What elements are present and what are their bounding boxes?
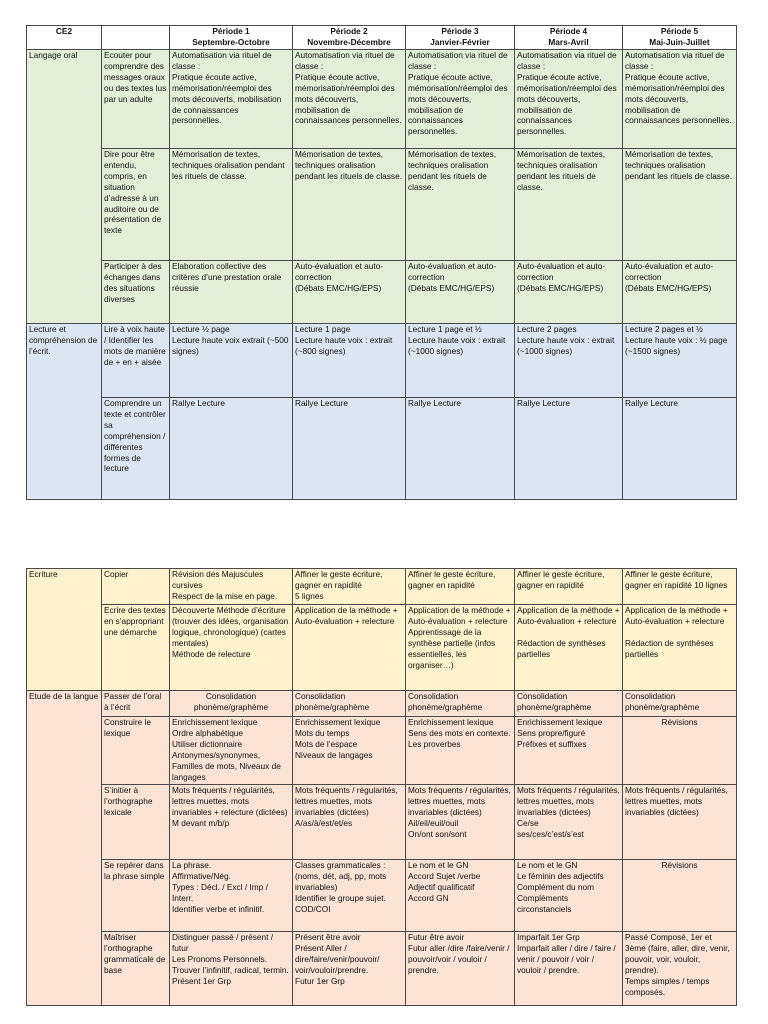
period-cell	[515, 398, 623, 500]
period-cell	[406, 261, 515, 324]
cell-line: Ordre alphabétique	[172, 727, 244, 738]
cell-line: ses/ces/c’est/s’est	[517, 828, 584, 839]
table-row	[27, 785, 737, 860]
period-cell	[293, 149, 406, 261]
skill-cell: Participer à des échanges dans des situations diverses	[102, 261, 170, 324]
cell-line: Méthode de relecture	[172, 648, 251, 659]
period-cell	[170, 860, 293, 932]
cell-line: Elaboration collective des critères d’une prestation orale réussie	[172, 261, 282, 293]
cell-line: Consolidation phonème/graphème	[193, 691, 269, 712]
table-row	[27, 860, 737, 932]
cell-line: Lecture 2 pages	[517, 324, 577, 334]
cell-line: Identifier le groupe sujet.	[295, 892, 386, 903]
period-cell	[515, 50, 623, 149]
period-cell	[170, 398, 293, 500]
period-cell	[170, 605, 293, 691]
cell-line: Rallye Lecture	[625, 398, 679, 408]
cell-line: Futur être avoir	[408, 932, 465, 942]
skill-cell: Passer de l’oral à l’écrit	[102, 691, 170, 717]
period-cell	[515, 932, 623, 1006]
period-cell	[170, 569, 293, 605]
cell-line: Mots fréquents / régularités, lettres muettes, mots invariables (dictées)	[295, 785, 398, 817]
period-cell	[293, 50, 406, 149]
period-cell	[406, 691, 515, 717]
cell-line: Révisions	[661, 860, 698, 870]
cell-line: Compléments circonstanciels	[517, 892, 572, 914]
cell-line: Passé Composé, 1er et 3ème (faire, aller, dire, venir, pouvoir, voir, vouloir, prendre).	[625, 932, 730, 975]
cell-line: Lecture haute voix : extrait (~1000 signes)	[408, 334, 506, 356]
cell-line: Trouver l’infinitif, radical, termin.	[172, 964, 289, 975]
period-cell	[623, 785, 737, 860]
period-cell	[170, 50, 293, 149]
period-cell	[623, 324, 737, 398]
period-cell	[293, 569, 406, 605]
cell-line: Présent Aller / dire/faire/venir/pouvoir/ voir/vouloir/prendre.	[295, 942, 380, 975]
level-cell: CE2	[27, 26, 102, 50]
cell-line: Complément du nom	[517, 881, 595, 892]
cell-line: Affiner le geste écriture, gagner en rapidité 10 lignes	[625, 569, 728, 590]
period-cell	[170, 932, 293, 1006]
period-cell	[623, 398, 737, 500]
period-cell	[515, 691, 623, 717]
cell-line: Auto-évaluation et auto-correction	[625, 261, 714, 282]
period-cell	[623, 860, 737, 932]
cell-line: (Débats EMC/HG/EPS)	[295, 282, 382, 293]
cell-line	[517, 627, 620, 638]
cell-line: Lecture haute voix extrait (~500 signes)	[172, 334, 289, 356]
cell-line: Lecture 1 page	[295, 324, 351, 334]
table-row	[27, 50, 737, 149]
period-cell	[623, 932, 737, 1006]
period-cell	[293, 261, 406, 324]
period-cell	[623, 50, 737, 149]
cell-line: Lecture 1 page et ½	[408, 324, 482, 334]
period-cell	[406, 398, 515, 500]
cell-line: Mémorisation de textes, techniques oralisation pendant les rituels de classe.	[408, 149, 497, 192]
period-cell	[170, 717, 293, 785]
cell-line: Rallye Lecture	[408, 398, 462, 408]
cell-line: Identifier verbe et infinitif.	[172, 903, 265, 914]
cell-line: Mots du temps	[295, 727, 350, 738]
cell-line: Mémorisation de textes, techniques oralisation pendant les rituels de classe.	[172, 149, 285, 181]
cell-line: La phrase.	[172, 860, 212, 870]
skill-cell: Ecrire des textes en s’appropriant une démarche	[102, 605, 170, 691]
table-row	[27, 261, 737, 324]
period-cell	[293, 717, 406, 785]
cell-line: Auto-évaluation et auto-correction	[517, 261, 606, 282]
cell-line: Les proverbes	[408, 738, 461, 749]
cell-line: Classes grammaticales : (noms, dét, adj, pp, mots invariables)	[295, 860, 387, 892]
cell-line: Mémorisation de textes, techniques oralisation pendant les rituels de classe.	[517, 149, 606, 192]
cell-line: Ce/se	[517, 817, 539, 828]
cell-line: Rédaction de synthèses partielles	[625, 637, 714, 659]
cell-line: Application de la méthode + Auto-évaluation + relecture	[517, 605, 620, 626]
cell-line: Les Pronoms Personnels.	[172, 953, 268, 964]
cell-line: Enrichissement lexique	[295, 717, 381, 727]
cell-line: A/as/à/est/et/es	[295, 817, 353, 828]
cell-line: Respect de la mise en page.	[172, 590, 278, 601]
period-cell	[515, 717, 623, 785]
cell-line: Consolidation phonème/graphème	[517, 691, 592, 712]
cell-line: Présent être avoir	[295, 932, 361, 942]
period-cell	[406, 860, 515, 932]
cell-line: Consolidation phonème/graphème	[625, 691, 700, 712]
cell-line: Enrichissement lexique	[408, 717, 494, 727]
cell-line: Automatisation via rituel de classe :	[408, 50, 508, 71]
cell-line: Lecture haute voix : extrait (~1000 signes)	[517, 334, 615, 356]
header-row	[27, 26, 737, 50]
cell-line: Pratique écoute active, mémorisation/réemploi des mots découverts, mobilisation de connaissances personnelles.	[517, 71, 617, 137]
cell-line: Lecture ½ page	[172, 324, 230, 334]
cell-line: Imparfait 1er Grp	[517, 932, 580, 942]
cell-line: Pratique écoute active, mémorisation/réemploi des mots découverts, mobilisation de connaissances personnelles.	[625, 71, 732, 126]
cell-line: Préfixes et suffixes	[517, 738, 587, 749]
period-cell	[170, 691, 293, 717]
skill-cell: Copier	[102, 569, 170, 605]
table-row	[27, 149, 737, 261]
cell-line: COD/COI	[295, 903, 331, 914]
cell-line: Mots fréquents / régularités, lettres muettes, mots invariables + relecture (dictées)	[172, 785, 288, 817]
period-cell	[293, 932, 406, 1006]
period-cell	[515, 324, 623, 398]
cell-line: Distinguer passé / présent / futur	[172, 932, 273, 953]
cell-line: Adjectif qualificatif	[408, 881, 475, 892]
cell-line: Automatisation via rituel de classe :	[625, 50, 725, 71]
period-cell	[515, 860, 623, 932]
cell-line: Affiner le geste écriture, gagner en rapidité	[295, 569, 383, 590]
cell-line: Automatisation via rituel de classe :	[172, 50, 272, 71]
period-cell	[515, 261, 623, 324]
period-cell	[293, 785, 406, 860]
cell-line: Types : Décl. / Excl / Imp / Interr.	[172, 881, 268, 903]
cell-line: Révision des Majuscules cursives	[172, 569, 264, 590]
cell-line: Mots fréquents / régularités, lettres muettes, mots invariables (dictées)	[625, 785, 728, 817]
cell-line: Affiner le geste écriture, gagner en rapidité	[517, 569, 605, 590]
period-3-header: Période 3 Janvier-Février	[406, 26, 515, 50]
period-cell	[515, 605, 623, 691]
period-cell	[406, 605, 515, 691]
cell-line: Le nom et le GN	[517, 860, 578, 870]
cell-line: Mots fréquents / régularités, lettres muettes, mots invariables (dictées)	[408, 785, 511, 817]
period-cell	[406, 785, 515, 860]
period-4-header: Période 4 Mars-Avril	[515, 26, 623, 50]
period-cell	[170, 324, 293, 398]
cell-line: Rédaction de synthèses partielles	[517, 637, 606, 659]
cell-line: Sens propre/figuré	[517, 727, 586, 738]
cell-line: Accord Sujet /verbe	[408, 870, 481, 881]
skill-cell: Se repérer dans la phrase simple	[102, 860, 170, 932]
table-row	[27, 717, 737, 785]
period-cell	[293, 398, 406, 500]
period-cell	[623, 569, 737, 605]
cell-line: Futur 1er Grp	[295, 975, 345, 986]
period-cell	[623, 717, 737, 785]
period-cell	[623, 261, 737, 324]
period-cell	[406, 50, 515, 149]
cell-line: Lecture 2 pages et ½	[625, 324, 703, 334]
cell-line: Imparfait aller / dire / faire / venir / pouvoir / voir / vouloir / prendre.	[517, 942, 616, 975]
skill-cell: Dire pour être entendu, compris, en situation d’adresse à un auditoire ou de présentation de texte	[102, 149, 170, 261]
cell-line: Application de la méthode + Auto-évaluation + relecture	[625, 605, 728, 626]
cell-line: Mots fréquents / régularités, lettres muettes, mots invariables (dictées)	[517, 785, 620, 817]
domain-cell: Ecriture	[27, 569, 102, 691]
period-cell	[170, 261, 293, 324]
period-cell	[406, 324, 515, 398]
table-row	[27, 324, 737, 398]
table-row	[27, 605, 737, 691]
cell-line: Le féminin des adjectifs	[517, 870, 604, 881]
cell-line: Mots de l’espace	[295, 738, 358, 749]
period-1-header: Période 1 Septembre-Octobre	[170, 26, 293, 50]
table-row	[27, 398, 737, 500]
period-cell	[293, 324, 406, 398]
programming-table-writing-language	[26, 568, 737, 1006]
cell-line: Rallye Lecture	[295, 398, 349, 408]
period-cell	[170, 149, 293, 261]
period-cell	[623, 149, 737, 261]
cell-line: Auto-évaluation et auto-correction	[295, 261, 384, 282]
cell-line: Apprentissage de la synthèse partielle (infos essentielles, les organiser…)	[408, 626, 496, 670]
cell-line: Mémorisation de textes, techniques oralisation pendant les rituels de classe.	[625, 149, 733, 181]
table-row	[27, 691, 737, 717]
domain-cell: Langage oral	[27, 50, 102, 324]
skill-cell: Ecouter pour comprendre des messages oraux ou des textes lus par un adulte	[102, 50, 170, 149]
cell-line: Automatisation via rituel de classe :	[295, 50, 395, 71]
cell-line: (Débats EMC/HG/EPS)	[408, 282, 495, 293]
cell-line: Consolidation phonème/graphème	[408, 691, 483, 712]
skill-cell: Maîtriser l’orthographe grammaticale de base	[102, 932, 170, 1006]
period-cell	[293, 691, 406, 717]
cell-line: Enrichissement lexique	[517, 717, 603, 727]
period-5-header: Période 5 Mai-Juin-Juillet	[623, 26, 737, 50]
cell-line: Affiner le geste écriture, gagner en rapidité	[408, 569, 496, 590]
period-cell	[293, 605, 406, 691]
cell-line: Mémorisation de textes, techniques oralisation pendant les rituels de classe.	[295, 149, 403, 181]
cell-line: Lecture haute voix : ½ page (~1500 signes)	[625, 334, 728, 356]
programming-table-oral-reading	[26, 25, 737, 500]
cell-line: On/ont son/sont	[408, 828, 467, 839]
period-cell	[623, 691, 737, 717]
period-cell	[406, 932, 515, 1006]
cell-line: Automatisation via rituel de classe :	[517, 50, 617, 71]
period-cell	[515, 569, 623, 605]
period-cell	[623, 605, 737, 691]
cell-line: Futur aller /dire /faire/venir / pouvoir/voir / vouloir / prendre.	[408, 942, 510, 975]
period-cell	[515, 785, 623, 860]
cell-line	[625, 627, 734, 638]
period-cell	[515, 149, 623, 261]
cell-line: Utiliser dictionnaire	[172, 738, 243, 749]
skill-cell: Comprendre un texte et contrôler sa compréhension / différentes formes de lecture	[102, 398, 170, 500]
skill-cell: Construire le lexique	[102, 717, 170, 785]
cell-line: Application de la méthode + Auto-évaluation + relecture	[295, 605, 398, 626]
period-cell	[170, 785, 293, 860]
period-cell	[406, 569, 515, 605]
skill-cell: S’initier à l’orthographe lexicale	[102, 785, 170, 860]
period-2-header: Période 2 Novembre-Décembre	[293, 26, 406, 50]
domain-cell: Etude de la langue	[27, 691, 102, 1006]
domain-cell: Lecture et compréhension de l’écrit.	[27, 324, 102, 500]
cell-line: Consolidation phonème/graphème	[295, 691, 370, 712]
cell-line: Rallye Lecture	[517, 398, 571, 408]
cell-line: Accord GN	[408, 892, 449, 903]
cell-line: Révisions	[661, 717, 698, 727]
cell-line: Sens des mots en contexte.	[408, 727, 511, 738]
cell-line: Niveaux de langages	[295, 749, 373, 760]
cell-line: 5 lignes	[295, 590, 324, 601]
cell-line: Lecture haute voix : extrait (~800 signes)	[295, 334, 393, 356]
cell-line: Présent 1er Grp	[172, 975, 232, 986]
period-cell	[293, 860, 406, 932]
period-cell	[406, 149, 515, 261]
period-cell	[406, 717, 515, 785]
cell-line: Antonymes/synonymes, Familles de mots, Niveaux de langages	[172, 749, 281, 782]
skill-cell: Lire à voix haute / Identifier les mots de manière de + en + aisée	[102, 324, 170, 398]
cell-line: Pratique écoute active, mémorisation/réemploi des mots découverts, mobilisation de connaissances personnelles.	[295, 71, 402, 126]
cell-line: Rallye Lecture	[172, 398, 226, 408]
cell-line: Application de la méthode + Auto-évaluation + relecture	[408, 605, 511, 626]
cell-line: Ail/eil/euil/ouil	[408, 817, 459, 828]
cell-line: Affirmative/Nég.	[172, 870, 231, 881]
cell-line: (Débats EMC/HG/EPS)	[625, 282, 712, 293]
table-row	[27, 932, 737, 1006]
cell-line: Enrichissement lexique	[172, 717, 258, 727]
table-row	[27, 569, 737, 605]
cell-line: Pratique écoute active, mémorisation/réemploi des mots découverts, mobilisation de connaissances personnelles.	[408, 71, 508, 137]
cell-line: M devant m/b/p	[172, 817, 230, 828]
blank-header-cell	[102, 26, 170, 50]
cell-line: Auto-évaluation et auto-correction	[408, 261, 497, 282]
cell-line: (Débats EMC/HG/EPS)	[517, 282, 604, 293]
cell-line: Découverte Méthode d’écriture (trouver des idées, organisation logique, chronologique) (cartes mentales)	[172, 605, 289, 648]
cell-line: Le nom et le GN	[408, 860, 469, 870]
cell-line: Pratique écoute active, mémorisation/réemploi des mots découverts, mobilisation de connaissances personnelles.	[172, 71, 282, 126]
cell-line: Temps simples / temps composés.	[625, 975, 710, 997]
